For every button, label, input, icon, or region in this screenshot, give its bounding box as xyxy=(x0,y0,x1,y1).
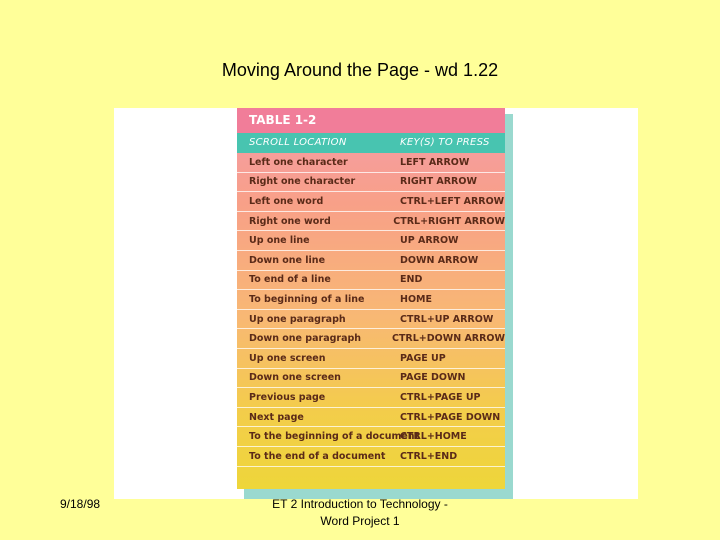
location-cell: To the beginning of a document xyxy=(249,431,420,443)
slide-title: Moving Around the Page - wd 1.22 xyxy=(221,60,499,80)
keys-cell: PAGE UP xyxy=(400,352,446,364)
keys-cell: END xyxy=(400,274,423,286)
location-cell: Left one word xyxy=(249,195,324,207)
table-body xyxy=(237,153,505,467)
location-cell: Up one screen xyxy=(249,352,326,364)
table-row xyxy=(237,212,505,232)
table-row xyxy=(237,329,505,349)
keys-cell: CTRL+END xyxy=(400,450,458,462)
keys-cell: RIGHT ARROW xyxy=(400,176,477,188)
table-row xyxy=(237,290,505,310)
footer-date: 9/18/98 xyxy=(60,497,101,511)
column-header-keys: KEY(S) TO PRESS xyxy=(400,137,490,148)
footer-course-title xyxy=(250,496,470,530)
location-cell: Up one paragraph xyxy=(249,313,346,325)
keys-cell: CTRL+HOME xyxy=(400,431,467,443)
table-row xyxy=(237,271,505,291)
keys-cell: HOME xyxy=(400,293,432,305)
table-row xyxy=(237,408,505,428)
keys-cell: CTRL+LEFT ARROW xyxy=(400,195,505,207)
keys-cell: CTRL+PAGE UP xyxy=(400,391,481,403)
keys-cell: CTRL+DOWN ARROW xyxy=(391,333,505,345)
footer-line-1: ET 2 Introduction to Technology - xyxy=(272,497,448,511)
keys-cell: LEFT ARROW xyxy=(400,156,470,168)
table-row xyxy=(237,427,505,447)
keys-cell: PAGE DOWN xyxy=(400,372,466,384)
location-cell: Down one paragraph xyxy=(249,333,362,345)
location-cell: Previous page xyxy=(249,391,326,403)
location-cell: Right one word xyxy=(249,215,331,227)
location-cell: Down one screen xyxy=(249,372,341,384)
footer-line-2: Word Project 1 xyxy=(320,514,400,528)
column-header-location: SCROLL LOCATION xyxy=(249,137,347,148)
table-row xyxy=(237,231,505,251)
table-title: TABLE 1-2 xyxy=(237,108,505,133)
shortcut-table xyxy=(237,108,505,489)
table-row xyxy=(237,192,505,212)
location-cell: To end of a line xyxy=(249,274,331,286)
table-row xyxy=(237,251,505,271)
table-row xyxy=(237,388,505,408)
keys-cell: UP ARROW xyxy=(400,235,459,247)
table-row xyxy=(237,447,505,467)
keys-cell: DOWN ARROW xyxy=(400,254,479,266)
table-row xyxy=(237,310,505,330)
location-cell: Right one character xyxy=(249,176,356,188)
table-row xyxy=(237,349,505,369)
keys-cell: CTRL+RIGHT ARROW xyxy=(393,215,505,227)
location-cell: Up one line xyxy=(249,235,310,247)
location-cell: Down one line xyxy=(249,254,326,266)
location-cell: To the end of a document xyxy=(249,450,386,462)
table-row xyxy=(237,369,505,389)
keys-cell: CTRL+UP ARROW xyxy=(400,313,494,325)
table-column-headers xyxy=(237,133,505,153)
location-cell: To beginning of a line xyxy=(249,293,365,305)
table-row xyxy=(237,173,505,193)
keys-cell: CTRL+PAGE DOWN xyxy=(400,411,501,423)
location-cell: Next page xyxy=(249,411,304,423)
table-row xyxy=(237,153,505,173)
location-cell: Left one character xyxy=(249,156,348,168)
